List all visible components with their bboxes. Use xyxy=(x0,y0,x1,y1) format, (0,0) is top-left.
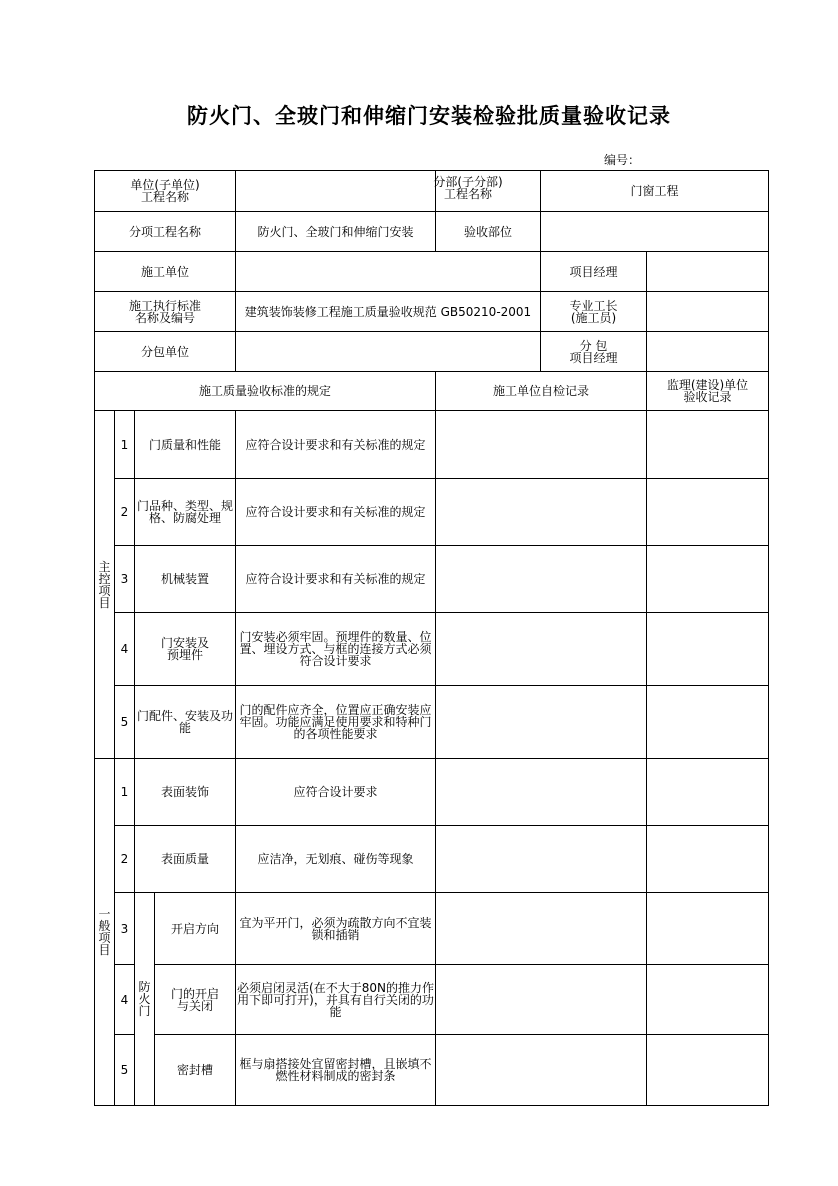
supervisor-cell[interactable] xyxy=(647,686,769,759)
unit-project-value[interactable] xyxy=(236,171,436,212)
subcontractor-label: 分包单位 xyxy=(95,332,236,372)
item-no: 1 xyxy=(115,411,135,479)
item-name: 密封槽 xyxy=(155,1035,236,1106)
item-no: 5 xyxy=(115,1035,135,1106)
header-row-item xyxy=(95,212,769,252)
item-no: 4 xyxy=(115,965,135,1035)
item-name: 门质量和性能 xyxy=(135,411,236,479)
item-name: 门的开启 与关闭 xyxy=(155,965,236,1035)
general-row xyxy=(95,893,769,965)
sub-division-value[interactable]: 门窗工程 xyxy=(541,171,769,212)
standard-value[interactable]: 建筑装饰装修工程施工质量验收规范 GB50210-2001 xyxy=(236,292,541,332)
subcontractor-value[interactable] xyxy=(236,332,541,372)
header-row-subcontractor xyxy=(95,332,769,372)
foreman-label: 专业工长 (施工员) xyxy=(541,292,647,332)
item-name: 门品种、类型、规格、防腐处理 xyxy=(135,479,236,546)
project-manager-label: 项目经理 xyxy=(541,252,647,292)
item-no: 1 xyxy=(115,759,135,826)
self-check-cell[interactable] xyxy=(436,686,647,759)
general-group-label: 一般项目 xyxy=(95,759,115,1106)
inspection-form-table xyxy=(94,170,769,1106)
item-no: 3 xyxy=(115,893,135,965)
item-name: 表面装饰 xyxy=(135,759,236,826)
project-manager-value[interactable] xyxy=(647,252,769,292)
col-header-standard: 施工质量验收标准的规定 xyxy=(95,372,436,411)
supervisor-cell[interactable] xyxy=(647,411,769,479)
item-project-label: 分项工程名称 xyxy=(95,212,236,252)
self-check-cell[interactable] xyxy=(436,546,647,613)
col-header-self-check: 施工单位自检记录 xyxy=(436,372,647,411)
supervisor-cell[interactable] xyxy=(647,613,769,686)
item-no: 2 xyxy=(115,479,135,546)
supervisor-cell[interactable] xyxy=(647,965,769,1035)
header-row-contractor xyxy=(95,252,769,292)
item-requirement: 宜为平开门，必须为疏散方向不宜装锁和插销 xyxy=(236,893,436,965)
self-check-cell[interactable] xyxy=(436,613,647,686)
item-no: 4 xyxy=(115,613,135,686)
self-check-cell[interactable] xyxy=(436,411,647,479)
self-check-cell[interactable] xyxy=(436,479,647,546)
general-row xyxy=(95,759,769,826)
item-requirement: 必须启闭灵活(在不大于80N的推力作用下即可打开)，并具有自行关闭的功能 xyxy=(236,965,436,1035)
serial-number-label: 编号： xyxy=(604,153,641,167)
header-row-standard xyxy=(95,292,769,332)
supervisor-cell[interactable] xyxy=(647,546,769,613)
supervisor-cell[interactable] xyxy=(647,759,769,826)
item-requirement: 应符合设计要求和有关标准的规定 xyxy=(236,479,436,546)
supervisor-cell[interactable] xyxy=(647,893,769,965)
self-check-cell[interactable] xyxy=(436,893,647,965)
sub-manager-value[interactable] xyxy=(647,332,769,372)
sub-division-label: 分部(子分部) 工程名称 xyxy=(433,175,503,201)
main-control-row xyxy=(95,411,769,479)
contractor-value[interactable] xyxy=(236,252,541,292)
general-row xyxy=(95,1035,769,1106)
item-name: 门安装及 预埋件 xyxy=(135,613,236,686)
item-requirement: 门安装必须牢固。预埋件的数量、位置、埋设方式、与框的连接方式必须符合设计要求 xyxy=(236,613,436,686)
general-row xyxy=(95,965,769,1035)
item-requirement: 应符合设计要求和有关标准的规定 xyxy=(236,411,436,479)
sub-manager-label: 分 包 项目经理 xyxy=(541,332,647,372)
contractor-label: 施工单位 xyxy=(95,252,236,292)
item-requirement: 框与扇搭接处宜留密封槽，且嵌填不燃性材料制成的密封条 xyxy=(236,1035,436,1106)
item-no: 3 xyxy=(115,546,135,613)
main-control-row xyxy=(95,613,769,686)
self-check-cell[interactable] xyxy=(436,759,647,826)
item-name: 表面质量 xyxy=(135,826,236,893)
item-requirement: 应洁净，无划痕、碰伤等现象 xyxy=(236,826,436,893)
supervisor-cell[interactable] xyxy=(647,826,769,893)
item-name: 机械装置 xyxy=(135,546,236,613)
item-project-value[interactable]: 防火门、全玻门和伸缩门安装 xyxy=(236,212,436,252)
item-requirement: 应符合设计要求和有关标准的规定 xyxy=(236,546,436,613)
main-control-row xyxy=(95,686,769,759)
inspection-part-value[interactable] xyxy=(541,212,769,252)
item-no: 2 xyxy=(115,826,135,893)
general-row xyxy=(95,826,769,893)
self-check-cell[interactable] xyxy=(436,965,647,1035)
standard-label: 施工执行标准 名称及编号 xyxy=(95,292,236,332)
foreman-value[interactable] xyxy=(647,292,769,332)
supervisor-cell[interactable] xyxy=(647,1035,769,1106)
item-requirement: 应符合设计要求 xyxy=(236,759,436,826)
main-control-row xyxy=(95,479,769,546)
main-control-row xyxy=(95,546,769,613)
item-no: 5 xyxy=(115,686,135,759)
inspection-part-label: 验收部位 xyxy=(436,212,541,252)
item-requirement: 门的配件应齐全，位置应正确安装应牢固。功能应满足使用要求和特种门的各项性能要求 xyxy=(236,686,436,759)
main-control-group-label: 主控项目 xyxy=(95,411,115,759)
self-check-cell[interactable] xyxy=(436,826,647,893)
document-title: 防火门、全玻门和伸缩门安装检验批质量验收记录 xyxy=(187,104,671,128)
supervisor-cell[interactable] xyxy=(647,479,769,546)
col-header-supervisor: 监理(建设)单位 验收记录 xyxy=(647,372,769,411)
item-name: 门配件、安装及功能 xyxy=(135,686,236,759)
column-header-row xyxy=(95,372,769,411)
fire-door-group-label: 防火门 xyxy=(135,893,155,1106)
unit-project-label: 单位(子单位) 工程名称 xyxy=(95,171,236,212)
self-check-cell[interactable] xyxy=(436,1035,647,1106)
item-name: 开启方向 xyxy=(155,893,236,965)
